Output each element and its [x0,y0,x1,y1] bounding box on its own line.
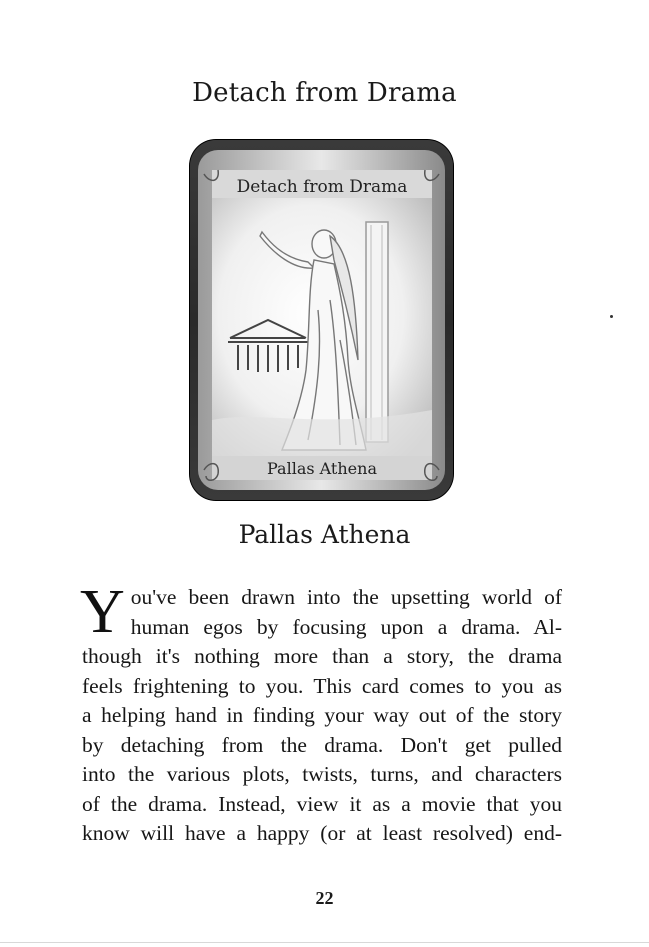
drop-cap: Y [80,578,125,646]
body-line: into the various plots, twists, turns, and characters [82,762,562,786]
body-line: ou've been drawn into the upsetting world of [130,585,562,609]
card-top-label: Detach from Drama [236,177,408,197]
body-line: feels frightening to you. This card comes to you as [82,673,562,698]
body-line: human egos by focusing upon a drama. Al- [130,614,562,639]
card-caption: Pallas Athena [238,520,411,549]
body-line: of the drama. Instead, view it as a movie that you [82,791,562,816]
body-line: though it's nothing more than a story, the drama [82,644,562,668]
page-number: 22 [315,888,334,908]
body-line: by detaching from the drama. Don't get pulled [82,732,562,757]
body-paragraph [80,578,562,849]
card-bottom-label: Pallas Athena [267,459,377,478]
page-title: Detach from Drama [192,78,457,108]
oracle-card-image [190,140,453,500]
body-line: a helping hand in finding your way out of the story [82,703,562,727]
page-edge-line [0,942,649,943]
scan-speck [610,315,613,318]
body-line: know will have a happy (or at least resolved) end- [82,821,562,845]
card-illustration [190,140,453,500]
